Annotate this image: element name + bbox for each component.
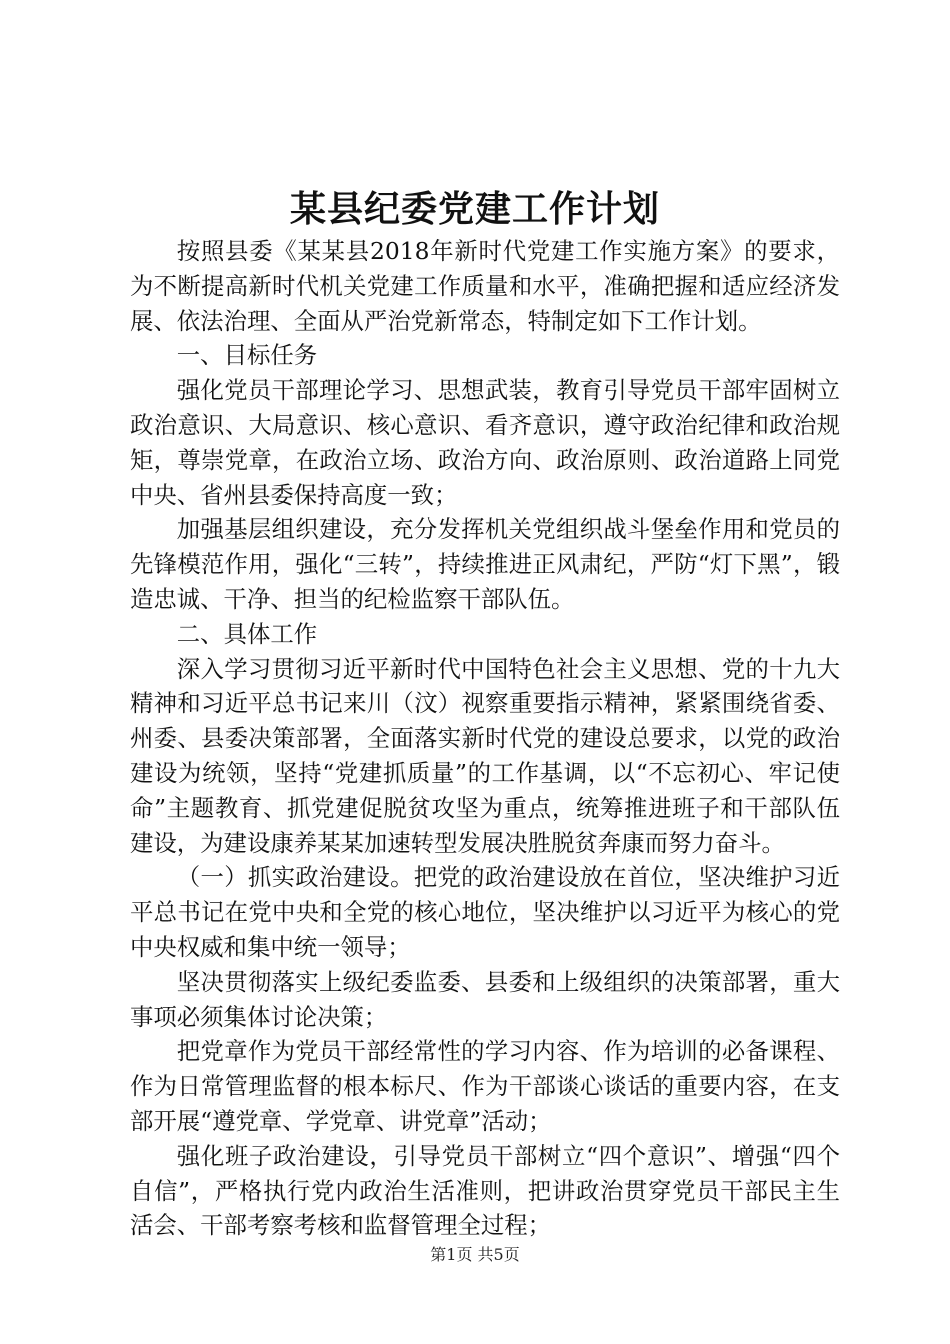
- section-heading-work: 二、具体工作: [176, 619, 318, 648]
- paragraph-intro: 按照县委《某某县2018年新时代党建工作实施方案》的要求，为不断提高新时代机关党建工作质量和水平，准确把握和适应经济发展、依法治理、全面从严治党新常态，特制定如下工作计划。: [130, 237, 840, 335]
- document-title: 某县纪委党建工作计划: [289, 188, 660, 230]
- paragraph-work-overview: 深入学习贯彻习近平新时代中国特色社会主义思想、党的十九大精神和习近平总书记来川（汶）视察重要指示精神，紧紧围绕省委、州委、县委决策部署，全面落实新时代党的建设总要求，以党的政治建设为统领，坚持“党建抓质量”的工作基调，以“不忘初心、牢记使命”主题教育、抓党建促脱贫攻坚为重点，统筹推进班子和干部队伍建设，为建设康养某某加速转型发展决胜脱贫奔康而努力奋斗。: [130, 654, 840, 857]
- paragraph-goal-2: 加强基层组织建设，充分发挥机关党组织战斗堡垒作用和党员的先锋模范作用，强化“三转”，持续推进正风肃纪，严防“灯下黑”，锻造忠诚、干净、担当的纪检监察干部队伍。: [130, 515, 840, 613]
- document-body: [130, 234, 840, 1243]
- section-heading-goals: 一、目标任务: [176, 341, 318, 370]
- page-footer: 第1页 共5页: [430, 1245, 520, 1264]
- paragraph-leadership-building: 强化班子政治建设，引导党员干部树立“四个意识”、增强“四个自信”，严格执行党内政治生活准则，把讲政治贯穿党员干部民主生活会、干部考察考核和监督管理全过程；: [130, 1141, 840, 1240]
- paragraph-political-building: （一）抓实政治建设。把党的政治建设放在首位，坚决维护习近平总书记在党中央和全党的核心地位，坚决维护以习近平为核心的党中央权威和集中统一领导；: [130, 863, 840, 961]
- paragraph-goal-1: 强化党员干部理论学习、思想武装，教育引导党员干部牢固树立政治意识、大局意识、核心意识、看齐意识，遵守政治纪律和政治规矩，尊崇党章，在政治立场、政治方向、政治原则、政治道路上同党中央、省州县委保持高度一致；: [130, 376, 840, 509]
- paragraph-party-constitution: 把党章作为党员干部经常性的学习内容、作为培训的必备课程、作为日常管理监督的根本标尺、作为干部谈心谈话的重要内容，在支部开展“遵党章、学党章、讲党章”活动；: [130, 1037, 840, 1135]
- paragraph-decision-making: 坚决贯彻落实上级纪委监委、县委和上级组织的决策部署，重大事项必须集体讨论决策；: [130, 967, 840, 1031]
